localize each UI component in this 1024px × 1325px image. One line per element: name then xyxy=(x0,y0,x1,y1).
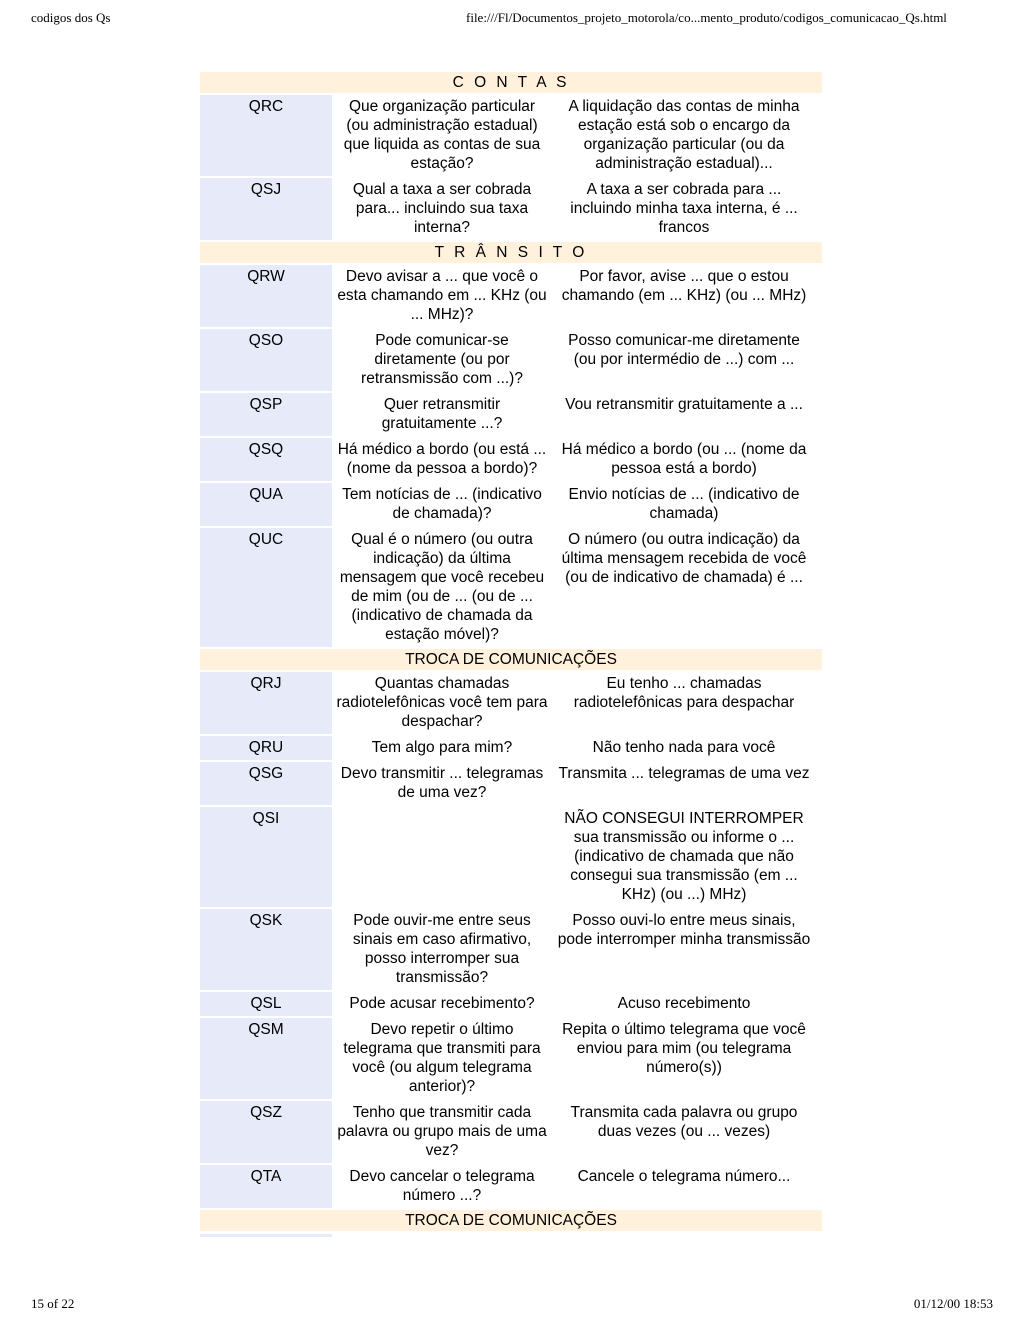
answer-cell: Há médico a bordo (ou ... (nome da pessoa está a bordo) xyxy=(552,438,822,481)
answer-cell: Transmita ... telegramas de uma vez xyxy=(552,762,822,805)
answer-cell: Vou retransmitir gratuitamente a ... xyxy=(552,393,822,436)
q-code-cell: QRC xyxy=(200,95,332,176)
print-footer xyxy=(0,1296,1024,1316)
table-row xyxy=(200,438,822,481)
question-cell: Tenho que transmitir cada palavra ou grupo mais de uma vez? xyxy=(334,1101,550,1163)
q-code-cell: QSM xyxy=(200,1018,332,1099)
section-header: T R Â N S I T O xyxy=(200,242,822,263)
table-row xyxy=(200,528,822,647)
question-cell: Tem notícias de ... (indicativo de chamada)? xyxy=(334,483,550,526)
table-row xyxy=(200,483,822,526)
table-row xyxy=(200,95,822,176)
q-code-cell: QSL xyxy=(200,992,332,1016)
table-row xyxy=(200,992,822,1016)
table-row xyxy=(200,672,822,734)
question-cell: Há médico a bordo (ou está ... (nome da pessoa a bordo)? xyxy=(334,438,550,481)
answer-cell: A liquidação das contas de minha estação está sob o encargo da organização particular (ou da administração estadual)... xyxy=(552,95,822,176)
table-row xyxy=(200,807,822,907)
answer-cell: Por favor, avise ... que o estou chamando (em ... KHz) (ou ... MHz) xyxy=(552,265,822,327)
section-header: C O N T A S xyxy=(200,72,822,93)
answer-cell: NÃO CONSEGUI INTERROMPER sua transmissão ou informe o ... (indicativo de chamada que não consegui sua transmissão (em ... KHz) (ou ...) MHz) xyxy=(552,807,822,907)
question-cell: Qual a taxa a ser cobrada para... incluindo sua taxa interna? xyxy=(334,178,550,240)
question-cell: Devo repetir o último telegrama que transmiti para você (ou algum telegrama anterior)? xyxy=(334,1018,550,1099)
question-cell: Pode comunicar-se diretamente (ou por retransmissão com ...)? xyxy=(334,329,550,391)
q-code-cell: QSK xyxy=(200,909,332,990)
question-cell: Devo transmitir ... telegramas de uma vez? xyxy=(334,762,550,805)
section-header: TROCA DE COMUNICAÇÕES xyxy=(200,649,822,670)
answer-cell: Não tenho nada para você xyxy=(552,736,822,760)
table-row xyxy=(200,762,822,805)
table-row xyxy=(200,1165,822,1208)
answer-cell: O número (ou outra indicação) da última mensagem recebida de você (ou de indicativo de chamada) é ... xyxy=(552,528,822,647)
table-row xyxy=(200,265,822,327)
answer-cell: Posso ouvi-lo entre meus sinais, pode interromper minha transmissão xyxy=(552,909,822,990)
table-row xyxy=(200,909,822,990)
q-code-cell: QSZ xyxy=(200,1101,332,1163)
answer-cell: Repita o último telegrama que você enviou para mim (ou telegrama número(s)) xyxy=(552,1018,822,1099)
section-header: TROCA DE COMUNICAÇÕES xyxy=(200,1210,822,1231)
q-code-cell: QSG xyxy=(200,762,332,805)
answer-cell: Eu tenho ... chamadas radiotelefônicas para despachar xyxy=(552,672,822,734)
question-cell: Devo cancelar o telegrama número ...? xyxy=(334,1165,550,1208)
answer-cell: Envio notícias de ... (indicativo de chamada) xyxy=(552,483,822,526)
q-code-cell: QTA xyxy=(200,1165,332,1208)
q-code-cell: QSI xyxy=(200,807,332,907)
answer-cell: Transmita cada palavra ou grupo duas vezes (ou ... vezes) xyxy=(552,1101,822,1163)
q-codes-table xyxy=(200,72,822,1237)
q-code-cell: QSQ xyxy=(200,438,332,481)
answer-cell: A taxa a ser cobrada para ... incluindo minha taxa interna, é ... francos xyxy=(552,178,822,240)
table-continuation-strip xyxy=(200,1234,332,1237)
document-url: file:///Fl/Documentos_projeto_motorola/co...mento_produto/codigos_comunicacao_Qs.html xyxy=(466,10,947,25)
question-cell: Pode ouvir-me entre seus sinais em caso afirmativo, posso interromper sua transmissão? xyxy=(334,909,550,990)
q-code-cell: QUC xyxy=(200,528,332,647)
q-code-cell: QSO xyxy=(200,329,332,391)
q-code-cell: QUA xyxy=(200,483,332,526)
table-row xyxy=(200,736,822,760)
question-cell: Devo avisar a ... que você o esta chamando em ... KHz (ou ... MHz)? xyxy=(334,265,550,327)
question-cell: Que organização particular (ou administração estadual) que liquida as contas de sua estação? xyxy=(334,95,550,176)
table-row xyxy=(200,178,822,240)
question-cell: Quantas chamadas radiotelefônicas você tem para despachar? xyxy=(334,672,550,734)
q-code-cell: QRU xyxy=(200,736,332,760)
table-row xyxy=(200,329,822,391)
question-cell: Quer retransmitir gratuitamente ...? xyxy=(334,393,550,436)
q-code-cell: QSP xyxy=(200,393,332,436)
question-cell: Qual é o número (ou outra indicação) da última mensagem que você recebeu de mim (ou de ... (ou de ... (indicativo de chamada da estação móvel)? xyxy=(334,528,550,647)
answer-cell: Cancele o telegrama número... xyxy=(552,1165,822,1208)
answer-cell: Posso comunicar-me diretamente (ou por intermédio de ...) com ... xyxy=(552,329,822,391)
q-code-cell: QSJ xyxy=(200,178,332,240)
print-header xyxy=(0,10,1024,30)
question-cell xyxy=(334,807,550,907)
table-row xyxy=(200,1101,822,1163)
question-cell: Tem algo para mim? xyxy=(334,736,550,760)
table-row xyxy=(200,393,822,436)
document-title: codigos dos Qs xyxy=(31,10,111,25)
print-datetime: 01/12/00 18:53 xyxy=(913,1296,993,1311)
page-number: 15 of 22 xyxy=(31,1296,75,1311)
q-code-cell: QRJ xyxy=(200,672,332,734)
q-code-cell: QRW xyxy=(200,265,332,327)
question-cell: Pode acusar recebimento? xyxy=(334,992,550,1016)
table-row xyxy=(200,1018,822,1099)
answer-cell: Acuso recebimento xyxy=(552,992,822,1016)
